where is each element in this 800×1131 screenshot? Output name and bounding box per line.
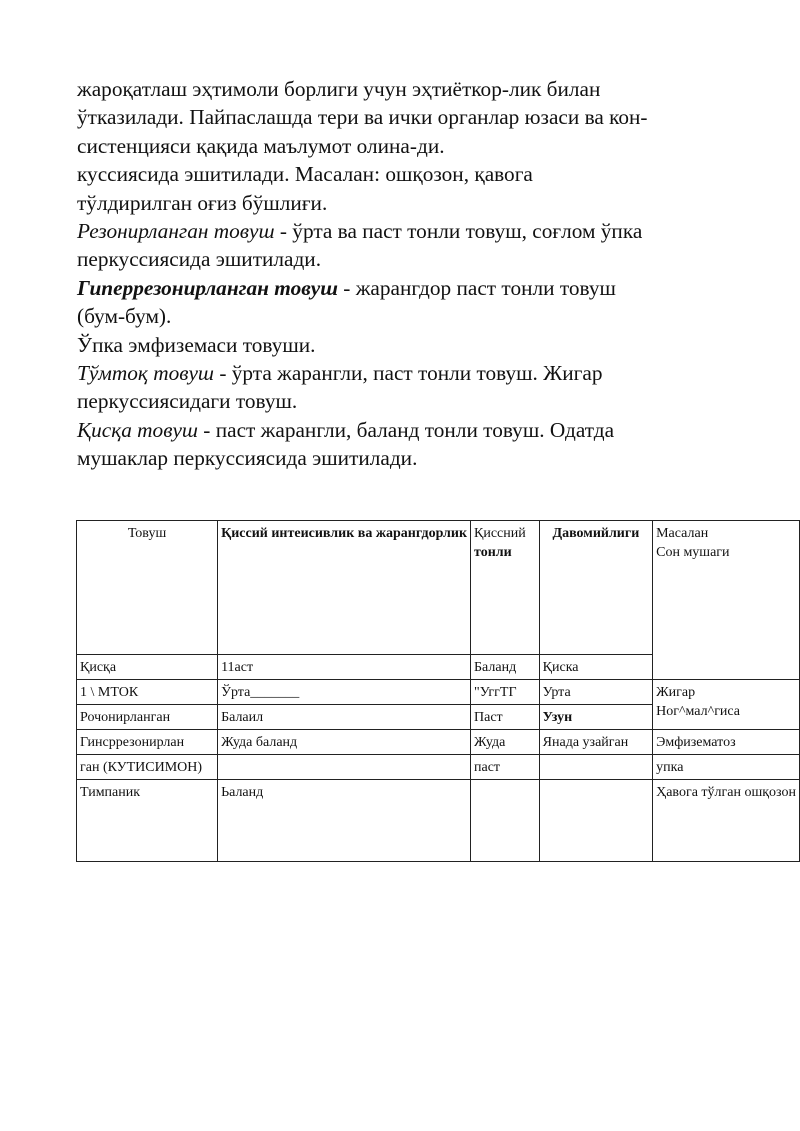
header-intensity [218,521,471,655]
term-short: Қисқа товуш [77,417,198,442]
paragraph-1 [77,75,737,160]
header-example [653,521,800,680]
cell-liver-b: Ног^мал^гиса [656,704,741,719]
header-example-value: Сон мушаги [656,545,730,560]
cell: "УггТГ [471,680,540,705]
p1-line2: ўтказилади. Пайпаслашда тери ва ички органлар юзаси ва кон- [77,105,648,130]
header-duration-label: Давомийлиги [552,526,640,541]
term-hyperresonant: Гиперрезонирланган товуш [77,275,338,300]
p5-line1: Ўпка эмфиземаси товуши. [77,332,316,357]
cell: Янада узайган [539,730,652,755]
cell: Ўрта_______ [218,680,471,705]
body-text [77,75,737,473]
paragraph-7 [77,416,737,473]
cell-liver-a: Жигар [656,685,696,700]
header-sound [77,521,218,655]
table-row [77,780,800,862]
cell: Паст [471,705,540,730]
cell: упка [653,755,800,780]
cell [539,780,652,862]
header-intensity-label: Қиссий интеисивлик ва жарангдорлик [221,526,468,541]
table-header-row [77,521,800,655]
term-dull: Тўмтоқ товуш [77,361,215,386]
cell: Урта [539,680,652,705]
percussion-table [76,520,800,862]
term-resonant: Резонирланган товуш [77,219,275,244]
cell: Жуда баланд [218,730,471,755]
header-sound-label: Товуш [127,526,167,541]
p4-line2: (бум-бум). [77,304,172,329]
paragraph-6 [77,359,737,416]
cell: Баланд [471,655,540,680]
cell: Узун [539,705,652,730]
p6-line2: перкуссиясидаги товуш. [77,389,298,414]
cell [539,755,652,780]
cell [218,755,471,780]
cell: Жуда [471,730,540,755]
p3-rest: - ўрта ва паст тонли товуш, соғлом ўпка [274,219,643,244]
p2-line1: куссиясида эшитилади. Масалан: ошқозон, қавога [77,162,533,187]
cell: ган (КУТИСИМОН) [77,755,218,780]
header-example-label: Масалан [656,526,709,541]
cell: 1 \ МТОК [77,680,218,705]
p7-rest: - паст жарангли, баланд тонли товуш. Одатда [197,417,615,442]
paragraph-4 [77,274,737,331]
p1-line3: систенцияси қақида маълумот олина-ди. [77,133,445,158]
paragraph-3 [77,217,737,274]
cell: Қиска [539,655,652,680]
header-duration [539,521,652,655]
header-tone [471,521,540,655]
paragraph-5 [77,331,737,359]
header-tone-label-b: тонли [474,545,512,560]
cell: Қисқа [77,655,218,680]
p4-rest: - жарангдор паст тонли товуш [337,275,616,300]
cell: Тимпаник [77,780,218,862]
cell [471,780,540,862]
cell: Эмфизематоз [653,730,800,755]
cell: 11аст [218,655,471,680]
cell: Рочонирланган [77,705,218,730]
p2-line2: тўлдирилган оғиз бўшлиғи. [77,190,328,215]
p3-line2: перкуссиясида эшитилади. [77,247,322,272]
table-row [77,730,800,755]
cell: паст [471,755,540,780]
table-row [77,680,800,705]
p6-rest: - ўрта жарангли, паст тонли товуш. Жигар [214,361,603,386]
cell: Балаил [218,705,471,730]
cell-liver [653,680,800,730]
p7-line2: мушаклар перкуссиясида эшитилади. [77,446,418,471]
cell: Ьаланд [218,780,471,862]
table-row [77,755,800,780]
paragraph-2 [77,160,737,217]
cell: Ҳавога тўлган ошқозон [653,780,800,862]
header-tone-label-a: Қиссний [474,526,526,541]
p1-line1: жароқатлаш эҳтимоли борлиги учун эҳтиёткор-лик билан [77,77,601,101]
cell: Гинсррезонирлан [77,730,218,755]
